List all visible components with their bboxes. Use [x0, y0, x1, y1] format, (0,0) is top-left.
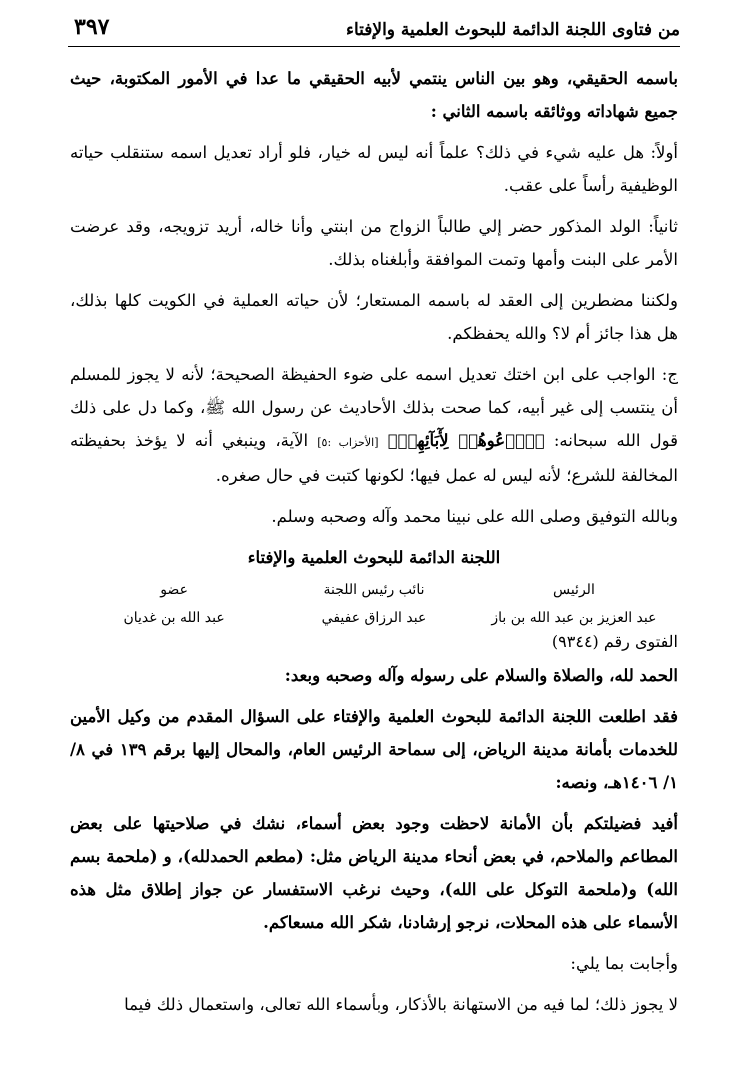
signature-president: [480, 582, 668, 626]
name-member: عبد الله بن غديان: [123, 610, 225, 626]
book-title: من فتاوى اللجنة الدائمة للبحوث العلمية والإفتاء: [345, 20, 680, 40]
question-second-text: الولد المذكور حضر إلي طالباً الزواج من ابنتي وأنا خاله، أريد تزويجه، وقد عرضت الأمر على البنت وأمها وتمت الموافقة وأبلغناه بذلك.: [70, 217, 678, 269]
fatwa2-intro: فقد اطلعت اللجنة الدائمة للبحوث العلمية والإفتاء على السؤال المقدم من وكيل الأمين للخدمات بأمانة مدينة الرياض، إلى سماحة الرئيس العام، والمحال إليها برقم ١٣٩ في ٨/ ١/ ١٤٠٦هـ، ونصه:: [70, 707, 678, 792]
signature-member: [80, 582, 268, 626]
page-header: [68, 14, 680, 47]
fatwa1-answer: [70, 358, 678, 492]
page-number: ٣٩٧: [74, 14, 110, 40]
page-body: [70, 62, 678, 1029]
fatwa2-reply: لا يجوز ذلك؛ لما فيه من الاستهانة بالأذكار، وبأسماء الله تعالى، واستعمال ذلك فيما: [124, 995, 678, 1014]
answer-part2: الآية، وينبغي أنه لا يؤخذ بحفيظته المخالفة للشرع؛ لأنه ليس له عمل فيها؛ لكونها كتبت في حال صغره.: [70, 431, 678, 485]
name-president: عبد العزيز بن عبد الله بن باز: [491, 610, 657, 626]
role-vice-president: نائب رئيس اللجنة: [323, 582, 425, 598]
label-second: ثانياً:: [648, 217, 679, 236]
role-president: الرئيس: [552, 582, 595, 598]
committee-name: اللجنة الدائمة للبحوث العلمية والإفتاء: [247, 548, 501, 567]
answer-label: ج:: [661, 365, 678, 384]
fatwa1-question-third: ولكننا مضطرين إلى العقد له باسمه المستعار؛ لأن حياته العملية في الكويت كلها بذلك، هل هذا جائز أم لا؟ والله يحفظكم.: [70, 291, 678, 343]
fatwa1-question-first: [70, 136, 678, 202]
ayah-reference: [الأحزاب :٥]: [317, 436, 379, 449]
fatwa1-closing: وبالله التوفيق وصلى الله على نبينا محمد وآله وصحبه وسلم.: [271, 507, 678, 526]
fatwa2-question: أفيد فضيلتكم بأن الأمانة لاحظت وجود بعض أسماء، نشك في صلاحيتها على بعض المطاعم والملاحم، في بعض أنحاء مدينة الرياض مثل: (مطعم الحمدلله)، و (ملحمة بسم الله) و(ملحمة التوكل على الله)، وحيث نرغب الاستفسار عن جواز إطلاق مثل هذه الأسماء على هذه المحلات، نرجو إرشادنا، شكر الله مسعاكم.: [70, 814, 678, 932]
signature-vice-president: [280, 582, 468, 626]
fatwa2-praise: الحمد لله، والصلاة والسلام على رسوله وآله وصحبه وبعد:: [284, 666, 678, 685]
name-vice-president: عبد الرزاق عفيفي: [321, 610, 427, 626]
fatwa1-intro: باسمه الحقيقي، وهو بين الناس ينتمي لأبيه الحقيقي ما عدا في الأمور المكتوبة، حيث جميع شهاداته ووثائقه باسمه الثاني :: [70, 69, 678, 121]
committee-signatures: [80, 582, 668, 626]
answer-part1: الواجب على ابن اختك تعديل اسمه على ضوء الحفيظة الصحيحة؛ لأنه لا يجوز للمسلم أن ينتسب إلى غير أبيه، كما صحت بذلك الأحاديث عن رسول الله ﷺ، وكما دل على ذلك قول الله سبحانه:: [70, 365, 678, 450]
fatwa1-question-second: [70, 210, 678, 276]
quran-ayah: ﴿ٱدۡعُوهُمۡ لِأٓبَآئِهِمۡ﴾: [387, 431, 545, 450]
label-first: أولاً:: [650, 143, 678, 162]
role-member: عضو: [160, 582, 188, 598]
question-first-text: هل عليه شيء في ذلك؟ علماً أنه ليس له خيار، فلو أراد تعديل اسمه ستنقلب حياته الوظيفية رأساً على عقب.: [70, 143, 678, 195]
fatwa2-number: الفتوى رقم (٩٣٤٤): [551, 632, 678, 651]
fatwa2-reply-intro: وأجابت بما يلي:: [570, 954, 678, 973]
